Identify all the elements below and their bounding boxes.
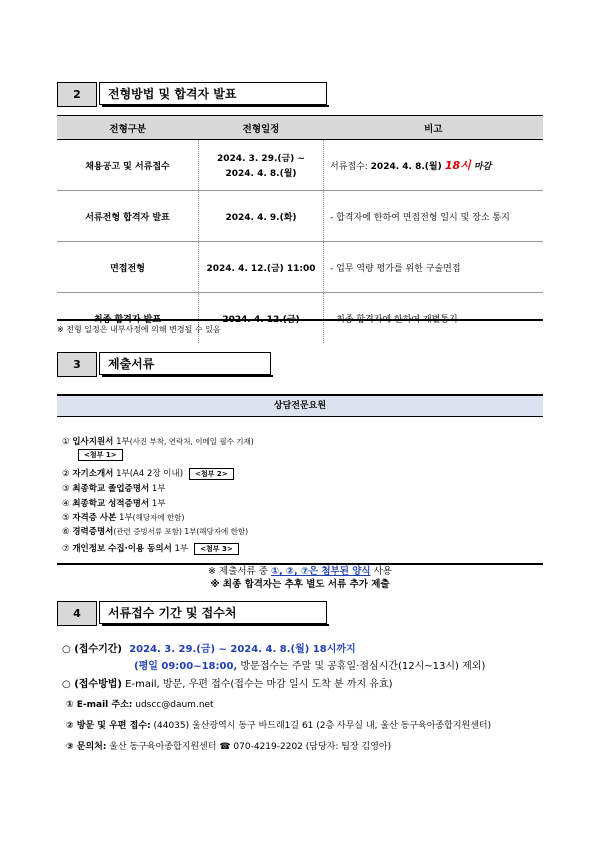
- item-number: ③: [62, 484, 70, 494]
- method-value: E-mail, 방문, 우편 접수(접수는 마감 일시 도착 분 까지 유효): [122, 679, 393, 690]
- table-header-row: [57, 116, 543, 140]
- item-detail: (해당자에 한함): [132, 513, 185, 522]
- application-method: [62, 675, 393, 690]
- contact-value: 울산 동구육아종합지원센터 ☎ 070-4219-2202 (담당자: 팀장 김영아): [106, 742, 392, 752]
- list-item: [62, 497, 166, 509]
- row-type: 면접전형: [57, 242, 199, 293]
- email-address: [66, 697, 214, 710]
- item-detail: (사진 부착, 연락처, 이메일 필수 기재): [129, 437, 254, 446]
- list-item: [62, 467, 234, 480]
- period-label: ○ (접수기간): [62, 644, 122, 655]
- documents-note: [57, 563, 543, 577]
- note-suffix: 사용: [370, 566, 392, 577]
- table-row: [57, 140, 543, 191]
- row-note: [324, 140, 544, 191]
- row-type: [57, 293, 199, 344]
- item-name: 개인정보 수집·이용 동의서: [72, 544, 172, 554]
- section-number: 3: [57, 352, 97, 377]
- application-period: [62, 640, 356, 655]
- visit-label: ② 방문 및 우편 접수:: [66, 721, 151, 731]
- row-type: 서류전형 합격자 발표: [57, 191, 199, 242]
- application-hours: [134, 657, 485, 672]
- list-item: [62, 482, 166, 494]
- list-item: [62, 525, 248, 537]
- section-title: 전형방법 및 합격자 발표: [99, 82, 327, 105]
- item-name: 경력증명서: [72, 527, 114, 537]
- row-date: 2024. 4. 12.(금) 11:00: [199, 242, 324, 293]
- row-type: 채용공고 및 서류접수: [57, 140, 199, 191]
- attachment-tag: <첨부 2>: [189, 468, 234, 480]
- header-type: 전형구분: [57, 116, 199, 140]
- header-date: 전형일정: [199, 116, 324, 140]
- visit-value: (44035) 울산광역시 동구 바드래1길 61 (2층 사무실 내, 울산 동구육아종합지원센터): [150, 721, 492, 731]
- item-count: 1부: [149, 484, 166, 494]
- section-number: 2: [57, 82, 97, 107]
- header-note: 비고: [324, 116, 544, 140]
- documents-box-title: 상담전문요원: [57, 396, 543, 417]
- item-number: ②: [62, 469, 70, 479]
- date-end: 2024. 4. 8.(월): [225, 169, 297, 179]
- item-number: ①: [62, 437, 70, 447]
- contact-info: [66, 739, 391, 752]
- table-bottom-border: [57, 319, 543, 321]
- row-date: 2024. 4. 9.(화): [199, 191, 324, 242]
- list-item: [62, 511, 184, 523]
- date-start: 2024. 3. 29.(금) ~: [217, 154, 305, 164]
- item-count: 1부: [171, 544, 189, 554]
- item-count: 1부: [116, 513, 133, 523]
- item-number: ⑥: [62, 527, 70, 537]
- note-deadline-time: 18시: [444, 159, 471, 172]
- contact-label: ③ 문의처:: [66, 742, 107, 752]
- item-number: ⑤: [62, 513, 70, 523]
- note-date: 2024. 4. 8.(월): [370, 162, 445, 172]
- item-count: 1부(A4 2장 이내): [113, 469, 184, 479]
- item-name: 최종학교 졸업증명서: [72, 484, 150, 494]
- item-name: 자격증 사본: [72, 513, 117, 523]
- hours-weekday: (평일 09:00~18:00,: [134, 661, 238, 672]
- section-title: 제출서류: [99, 352, 271, 375]
- visit-mail-address: [66, 718, 491, 731]
- note-prefix: 서류접수:: [330, 162, 371, 172]
- schedule-footnote: ※ 전형 일정은 내부사정에 의해 변경될 수 있음: [57, 325, 221, 334]
- attachment-tag: <첨부 1>: [78, 449, 123, 461]
- attachment-tag: <첨부 3>: [194, 543, 239, 555]
- email-label: ① E-mail 주소:: [66, 700, 133, 710]
- hours-exclusion: 방문접수는 주말 및 공휴일·점심시간(12시~13시) 제외): [237, 661, 486, 672]
- item-detail: (관련 증빙서류 포함) 1부(해당자에 한함): [113, 527, 249, 536]
- note-highlight: ①, ②, ⑦은 첨부된 양식: [270, 566, 371, 577]
- row-note: - 합격자에 한하여 면접전형 일시 및 장소 통지: [324, 191, 544, 242]
- section-title: 서류접수 기간 및 접수처: [99, 601, 327, 624]
- schedule-table: [57, 116, 543, 343]
- item-name: 자기소개서: [72, 469, 114, 479]
- period-value: 2024. 3. 29.(금) ~ 2024. 4. 8.(월) 18시까지: [129, 644, 356, 655]
- row-date: [199, 140, 324, 191]
- method-label: ○ (접수방법): [62, 679, 122, 690]
- section-number: 4: [57, 601, 97, 626]
- note-suffix: 마감: [470, 162, 492, 172]
- item-count: 1부: [149, 499, 166, 509]
- row-note: [324, 293, 544, 344]
- table-row: [57, 242, 543, 293]
- list-item: [62, 542, 239, 555]
- row-note: - 업무 역량 평가를 위한 구술면접: [324, 242, 544, 293]
- item-name: 입사지원서: [72, 437, 114, 447]
- item-number: ⑦: [62, 544, 70, 554]
- note-prefix: ※ 제출서류 중: [208, 566, 271, 577]
- item-count: 1부: [113, 437, 130, 447]
- final-docs-note: ※ 최종 합격자는 추후 별도 서류 추가 제출: [210, 579, 390, 590]
- table-row: [57, 293, 543, 344]
- item-number: ④: [62, 499, 70, 509]
- email-value: udscc@daum.net: [132, 700, 214, 710]
- item-name: 최종학교 성적증명서: [72, 499, 150, 509]
- table-row: [57, 191, 543, 242]
- row-date: [199, 293, 324, 344]
- list-item: [62, 435, 254, 447]
- attachment-tag-row: [72, 449, 123, 461]
